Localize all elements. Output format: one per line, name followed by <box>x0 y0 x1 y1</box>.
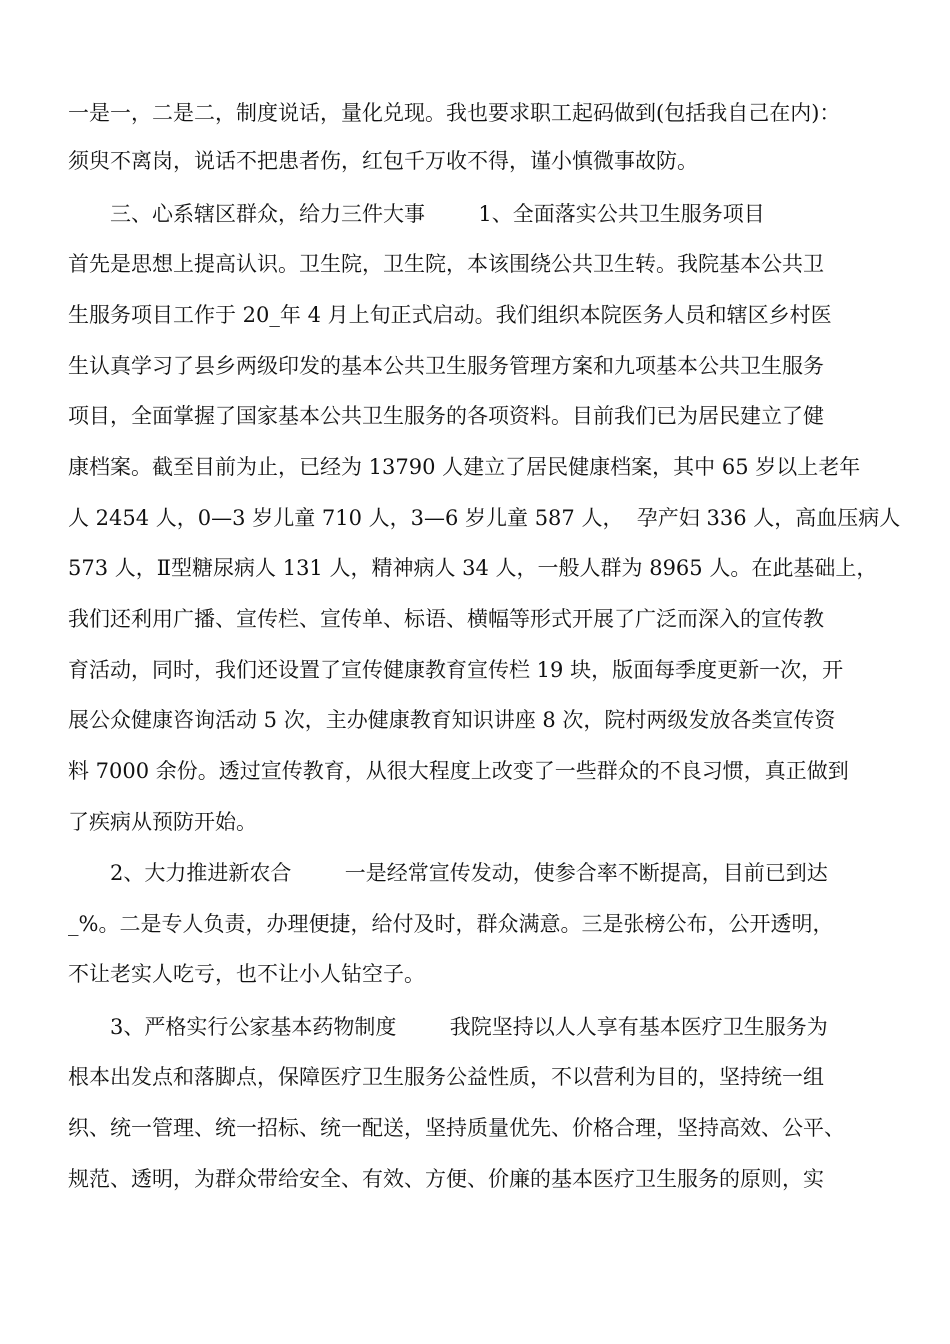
text-line: 规范、透明，为群众带给安全、有效、方便、价廉的基本医疗卫生服务的原则，实 <box>68 1167 824 1191</box>
text-line: 织、统一管理、统一招标、统一配送，坚持质量优先、价格合理，坚持高效、公平、 <box>68 1116 845 1140</box>
text-line: 料 7000 余份。透过宣传教育，从很大程度上改变了一些群众的不良习惯，真正做到 <box>68 759 849 783</box>
text-line: 展公众健康咨询活动 5 次，主办健康教育知识讲座 8 次，院村两级发放各类宣传资 <box>68 708 836 732</box>
text-line: 生认真学习了县乡两级印发的基本公共卫生服务管理方案和九项基本公共卫生服务 <box>68 354 824 378</box>
text-line: 根本出发点和落脚点，保障医疗卫生服务公益性质，不以营利为目的，坚持统一组 <box>68 1065 824 1089</box>
text-line: 一是一，二是二，制度说话，量化兑现。我也要求职工起码做到(包括我自己在内)： <box>68 101 841 125</box>
text-line: 了疾病从预防开始。 <box>68 810 257 834</box>
section-heading-line: 3、严格实行公家基本药物制度 我院坚持以人人享有基本医疗卫生服务为 <box>110 1015 828 1039</box>
section-heading-line: 2、大力推进新农合 一是经常宣传发动，使参合率不断提高，目前已到达 <box>110 861 828 885</box>
text-line: _%。二是专人负责，办理便捷，给付及时，群众满意。三是张榜公布，公开透明， <box>68 912 834 936</box>
text-line: 我们还利用广播、宣传栏、宣传单、标语、横幅等形式开展了广泛而深入的宣传教 <box>68 607 824 631</box>
text-line: 首先是思想上提高认识。卫生院，卫生院，本该围绕公共卫生转。我院基本公共卫 <box>68 252 824 276</box>
text-line: 须臾不离岗，说话不把患者伤，红包千万收不得，谨小慎微事故防。 <box>68 149 698 173</box>
section-heading-line: 三、心系辖区群众，给力三件大事 1、全面落实公共卫生服务项目 <box>110 202 765 226</box>
text-line: 573 人，Ⅱ型糖尿病人 131 人，精神病人 34 人，一般人群为 8965 人。在此基础上， <box>68 556 878 580</box>
text-line: 不让老实人吃亏，也不让小人钻空子。 <box>68 962 425 986</box>
text-line: 育活动，同时，我们还设置了宣传健康教育宣传栏 19 块，版面每季度更新一次，开 <box>68 658 844 682</box>
text-line: 生服务项目工作于 20_年 4 月上旬正式启动。我们组织本院医务人员和辖区乡村医 <box>68 303 832 327</box>
text-line: 康档案。截至目前为止，已经为 13790 人建立了居民健康档案，其中 65 岁以上老年 <box>68 455 861 479</box>
text-line: 项目，全面掌握了国家基本公共卫生服务的各项资料。目前我们已为居民建立了健 <box>68 404 824 428</box>
text-line: 人 2454 人，0—3 岁儿童 710 人，3—6 岁儿童 587 人， 孕产妇 336 人，高血压病人 <box>68 506 901 530</box>
